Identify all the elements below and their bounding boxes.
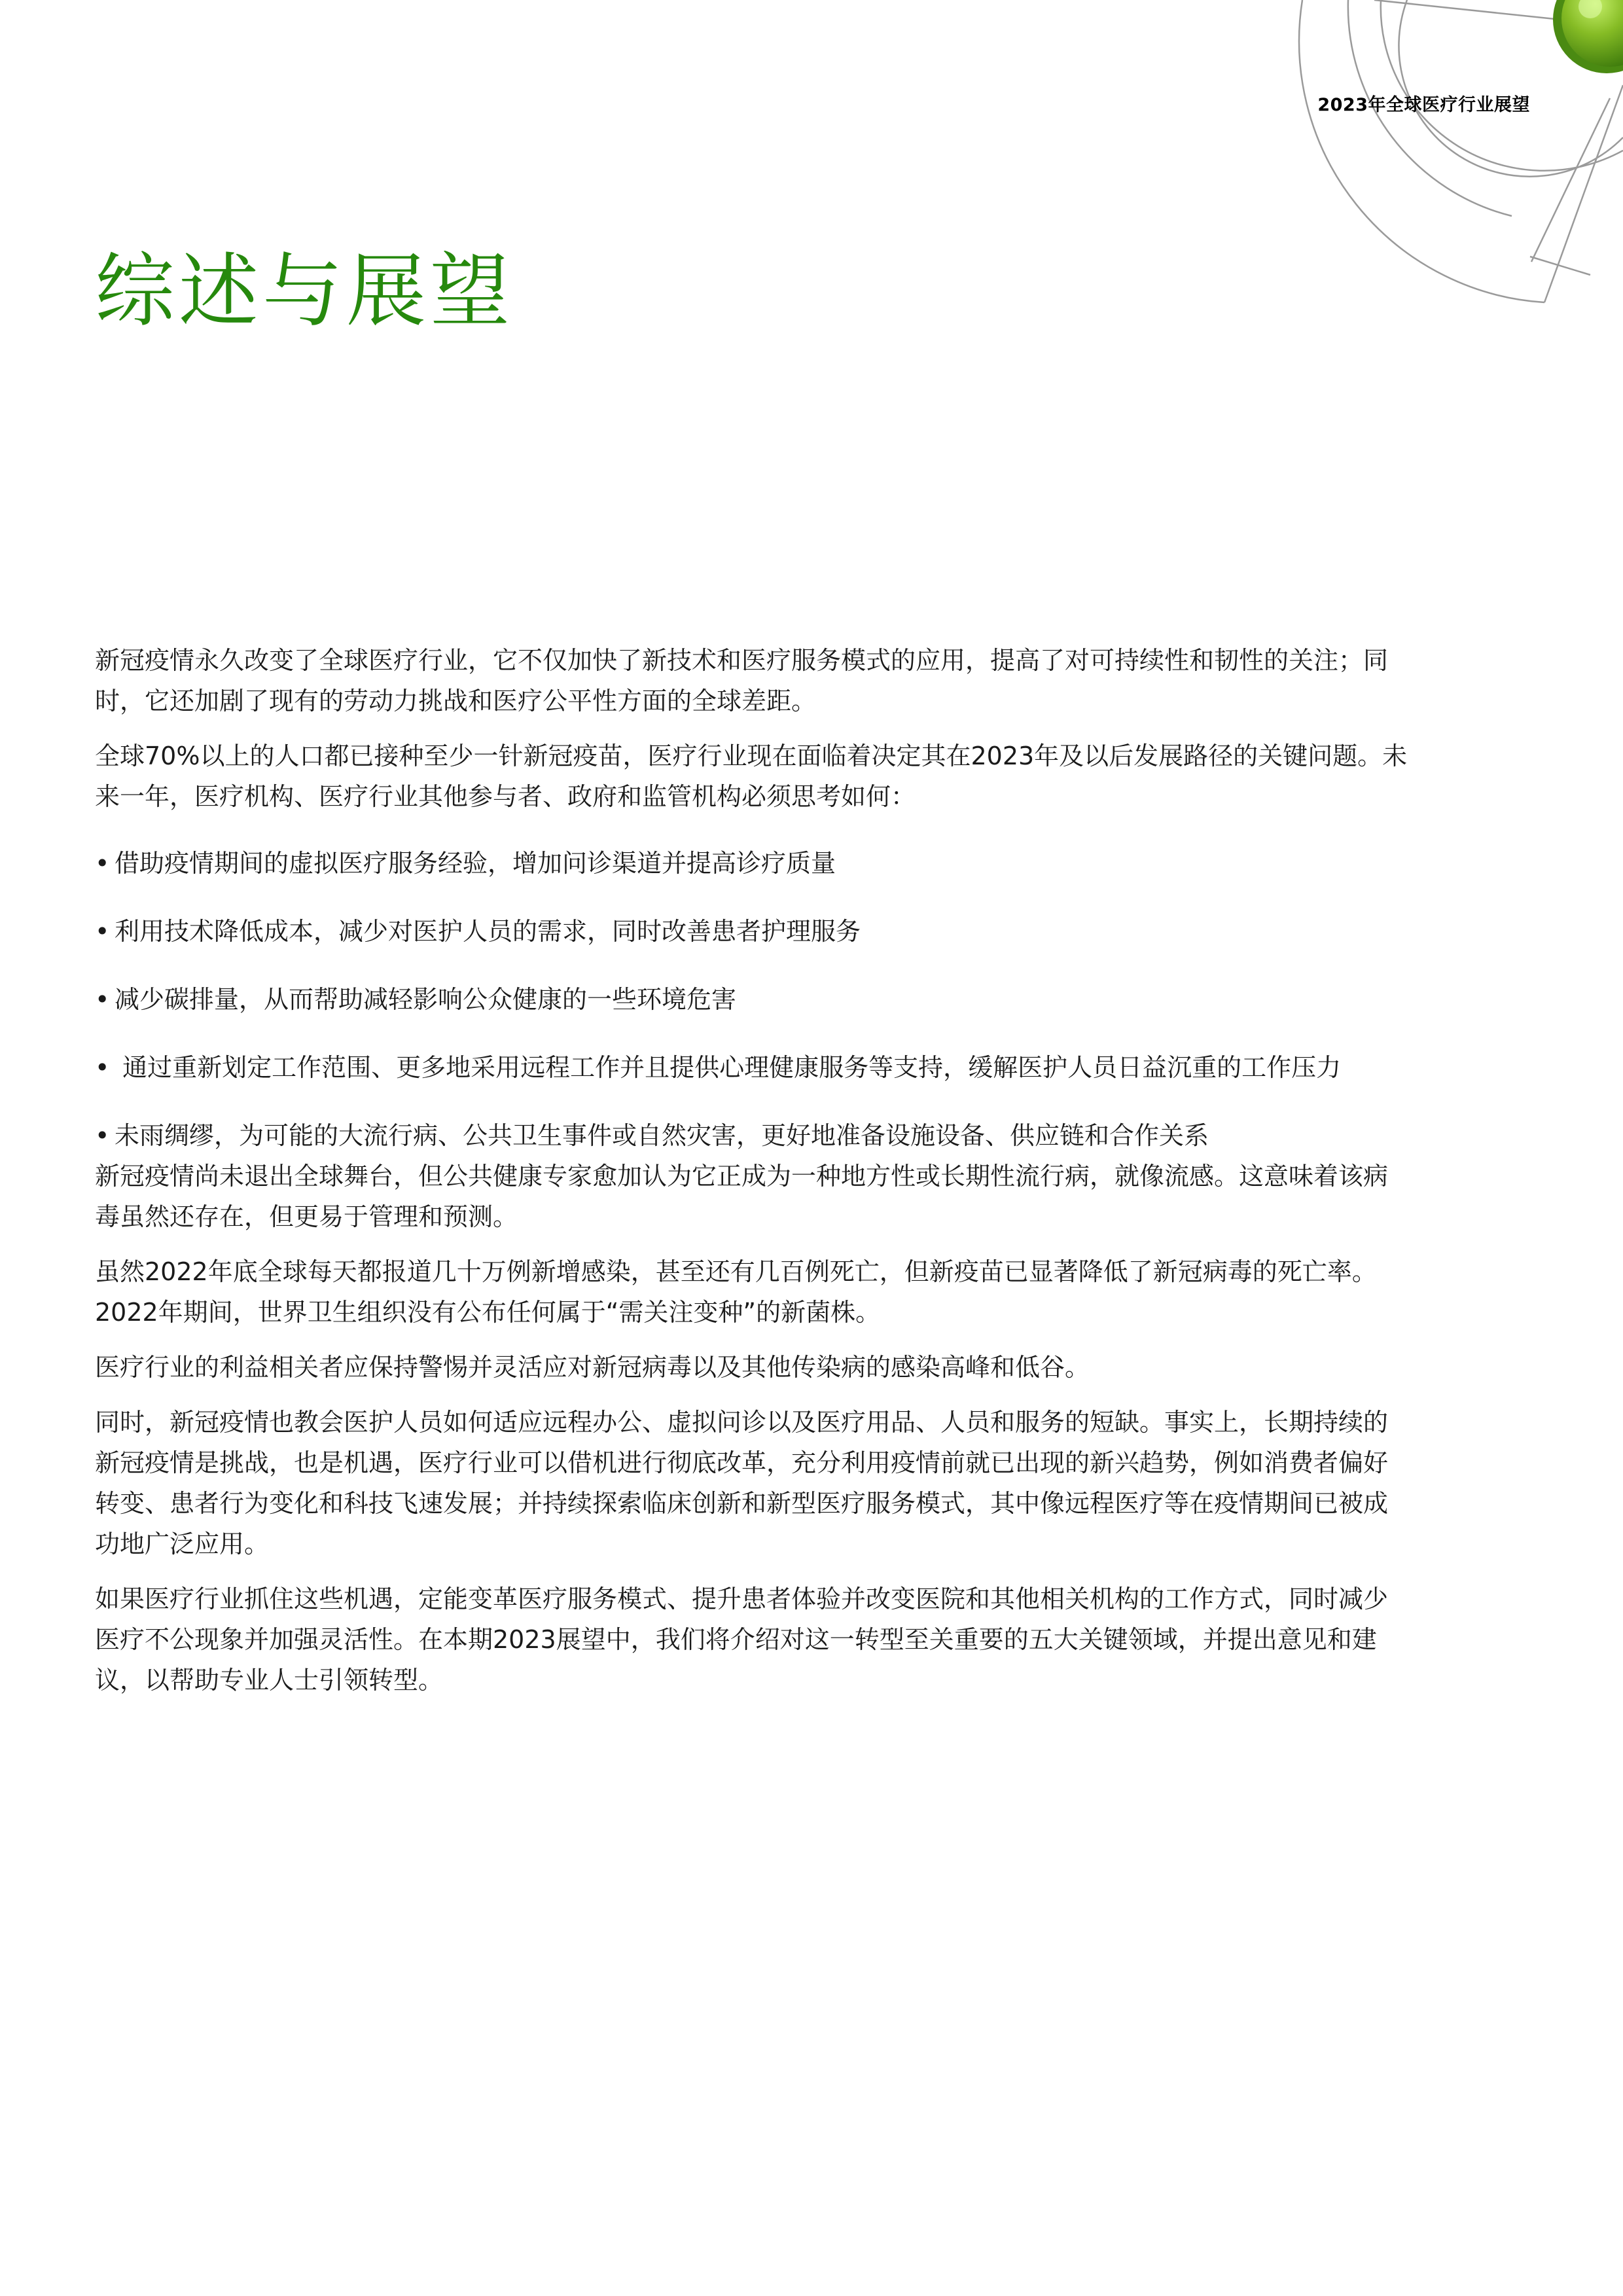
body-paragraph-3: 医疗行业的利益相关者应保持警惕并灵活应对新冠病毒以及其他传染病的感染高峰和低谷。 [95,1353,1090,1382]
bullet-item [95,911,1410,952]
bullet-text: 利用技术降低成本，减少对医护人员的需求，同时改善患者护理服务 [115,917,861,946]
page-title: 综述与展望 [95,245,514,338]
bullet-text: 未雨绸缪，为可能的大流行病、公共卫生事件或自然灾害，更好地准备设施设备、供应链和合作关系 [115,1121,1209,1150]
ray-right [1544,85,1623,302]
intro-paragraph-2: 全球70%以上的人口都已接种至少一针新冠疫苗，医疗行业现在面临着决定其在2023年及以后发展路径的关键问题。未来一年，医疗机构、医疗行业其他参与者、政府和监管机构必须思考如何： [95,742,1408,811]
bullet-item [95,1047,1410,1088]
body-paragraph-4: 同时，新冠疫情也教会医护人员如何适应远程办公、虚拟问诊以及医疗用品、人员和服务的短缺。事实上，长期持续的新冠疫情是挑战，也是机遇，医疗行业可以借机进行彻底改革，充分利用疫情前就已出现的新兴趋势，例如消费者偏好转变、患者行为变化和科技飞速发展；并持续探索临床创新和新型医疗服务模式，其中像远程医疗等在疫情期间已被成功地广泛应用。 [95,1408,1389,1558]
body-paragraph-5: 如果医疗行业抓住这些机遇，定能变革医疗服务模式、提升患者体验并改变医院和其他相关机构的工作方式，同时减少医疗不公现象并加强灵活性。在本期2023展望中，我们将介绍对这一转型至关重要的五大关键领域，并提出意见和建议，以帮助专业人士引领转型。 [95,1585,1389,1695]
bullet-icon: • [95,917,110,946]
body-paragraph-2: 虽然2022年底全球每天都报道几十万例新增感染，甚至还有几百例死亡，但新疫苗已显著降低了新冠病毒的死亡率。2022年期间，世界卫生组织没有公布任何属于“需关注变种”的新菌株。 [95,1257,1377,1327]
body-text [95,640,1410,1715]
bullet-item [95,1115,1410,1156]
bullet-text: 通过重新划定工作范围、更多地采用远程工作并且提供心理健康服务等支持，缓解医护人员日益沉重的工作压力 [115,1053,1342,1082]
bullet-item [95,979,1410,1020]
bullet-icon: • [95,849,110,878]
bullet-text: 减少碳排量，从而帮助减轻影响公众健康的一些环境危害 [115,985,737,1014]
bullet-icon: • [95,1053,110,1082]
bullet-item [95,843,1410,884]
bullet-list [95,843,1410,1156]
arc-outer [1299,0,1544,302]
bullet-icon: • [95,985,110,1014]
ray-mid [1531,98,1610,262]
body-paragraph-1: 新冠疫情尚未退出全球舞台，但公共健康专家愈加认为它正成为一种地方性或长期性流行病，就像流感。这意味着该病毒虽然还存在，但更易于管理和预测。 [95,1162,1389,1231]
bullet-text: 借助疫情期间的虚拟医疗服务经验，增加问诊渠道并提高诊疗质量 [115,849,836,878]
corner-orb-decoration [1283,0,1623,314]
bullet-icon: • [95,1121,110,1150]
intro-paragraph-1: 新冠疫情永久改变了全球医疗行业，它不仅加快了新技术和医疗服务模式的应用，提高了对可持续性和韧性的关注；同时，它还加剧了现有的劳动力挑战和医疗公平性方面的全球差距。 [95,646,1389,715]
running-header: 2023年全球医疗行业展望 [1317,95,1530,115]
